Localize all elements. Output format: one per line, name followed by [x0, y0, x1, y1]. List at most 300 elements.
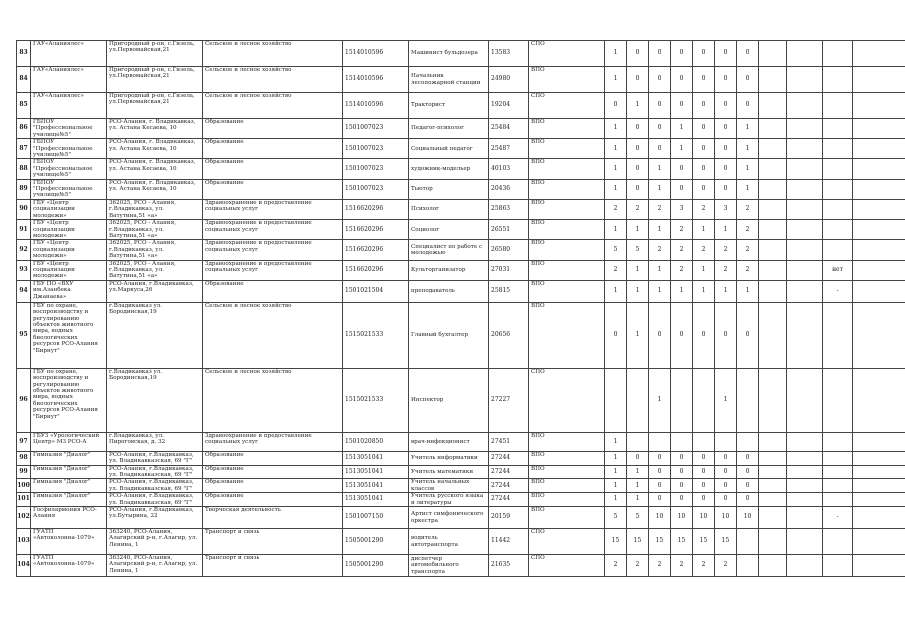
empty-cell: [853, 493, 905, 507]
empty-cell: [759, 465, 787, 479]
org-code-cell: 1513051041: [343, 493, 409, 507]
education-level-cell: ВПО: [529, 479, 605, 493]
position-cell: врач-инфекционист: [409, 432, 489, 451]
note-cell: [823, 67, 853, 93]
address-cell: 362025, РСО - Алания, г.Владикавказ, ул. Ватутина,51 «а»: [107, 240, 203, 260]
note-cell: [823, 179, 853, 199]
demand-value-cell: 1: [605, 280, 627, 302]
empty-cell: [853, 199, 905, 219]
education-level-cell: СПО: [529, 93, 605, 119]
demand-value-cell: 2: [671, 555, 693, 577]
organization-cell: ГБПОУ "Профессиональное училище№5": [31, 139, 107, 159]
empty-cell: [787, 493, 823, 507]
row-number-cell: 98: [17, 451, 31, 465]
empty-cell: [759, 67, 787, 93]
table-row: [17, 119, 905, 139]
sector-cell: Здравоохранение и предоставление социальных услуг: [203, 260, 343, 280]
demand-value-cell: 15: [693, 529, 715, 555]
profession-code-cell: 19204: [489, 93, 529, 119]
organization-cell: ГБУ «Центр социализации молодежи»: [31, 220, 107, 240]
table-row: [17, 451, 905, 465]
demand-value-cell: 1: [715, 220, 737, 240]
demand-value-cell: 0: [671, 493, 693, 507]
demand-value-cell: 0: [671, 41, 693, 67]
demand-value-cell: 1: [671, 139, 693, 159]
demand-value-cell: 0: [671, 451, 693, 465]
demand-value-cell: 5: [605, 507, 627, 529]
demand-value-cell: 0: [715, 465, 737, 479]
empty-cell: [787, 240, 823, 260]
empty-cell: [853, 41, 905, 67]
organization-cell: ГУАТП «Автоколонна-1079»: [31, 529, 107, 555]
demand-value-cell: 3: [671, 199, 693, 219]
demand-value-cell: 1: [649, 220, 671, 240]
table-row: [17, 159, 905, 179]
demand-value-cell: 1: [671, 119, 693, 139]
table-row: [17, 41, 905, 67]
demand-value-cell: 0: [671, 179, 693, 199]
demand-value-cell: 0: [693, 93, 715, 119]
demand-value-cell: 0: [715, 493, 737, 507]
demand-value-cell: 1: [605, 465, 627, 479]
demand-value-cell: 2: [737, 220, 759, 240]
position-cell: художник-модельер: [409, 159, 489, 179]
empty-cell: [759, 199, 787, 219]
position-cell: Социолог: [409, 220, 489, 240]
education-level-cell: ВПО: [529, 139, 605, 159]
org-code-cell: 1516620296: [343, 240, 409, 260]
empty-cell: [787, 432, 823, 451]
table-row: [17, 368, 905, 432]
note-cell: [823, 465, 853, 479]
demand-value-cell: 0: [627, 139, 649, 159]
empty-cell: [787, 555, 823, 577]
demand-value-cell: [715, 432, 737, 451]
demand-value-cell: [693, 432, 715, 451]
demand-value-cell: 10: [715, 507, 737, 529]
demand-value-cell: 0: [737, 67, 759, 93]
empty-cell: [787, 302, 823, 368]
demand-value-cell: [737, 555, 759, 577]
position-cell: Социальный педагог: [409, 139, 489, 159]
education-level-cell: ВПО: [529, 119, 605, 139]
row-number-cell: 97: [17, 432, 31, 451]
education-level-cell: ВПО: [529, 451, 605, 465]
address-cell: г.Владикавказ ул. Бородинская,19: [107, 302, 203, 368]
position-cell: Специалист по работе с молодежью: [409, 240, 489, 260]
sector-cell: Образование: [203, 465, 343, 479]
demand-value-cell: 15: [649, 529, 671, 555]
demand-value-cell: 0: [671, 465, 693, 479]
demand-value-cell: 0: [649, 93, 671, 119]
demand-value-cell: 0: [627, 159, 649, 179]
demand-value-cell: 1: [627, 493, 649, 507]
demand-value-cell: 0: [737, 479, 759, 493]
empty-cell: [787, 529, 823, 555]
sector-cell: Сельское и лесное хозяйство: [203, 302, 343, 368]
education-level-cell: ВПО: [529, 159, 605, 179]
address-cell: РСО-Алания, г.Владикавказ, ул.Бутырина, 22: [107, 507, 203, 529]
empty-cell: [853, 507, 905, 529]
note-cell: [823, 432, 853, 451]
position-cell: Начальник лесопожарной станции: [409, 67, 489, 93]
demand-value-cell: 1: [627, 93, 649, 119]
demand-value-cell: 2: [715, 260, 737, 280]
demand-value-cell: 0: [671, 93, 693, 119]
profession-code-cell: 25484: [489, 119, 529, 139]
demand-value-cell: 2: [605, 260, 627, 280]
demand-value-cell: 2: [627, 555, 649, 577]
demand-value-cell: 1: [649, 368, 671, 432]
org-code-cell: 1515021533: [343, 368, 409, 432]
org-code-cell: 1501007023: [343, 139, 409, 159]
table-row: [17, 432, 905, 451]
demand-value-cell: 0: [627, 451, 649, 465]
empty-cell: [787, 93, 823, 119]
empty-cell: [759, 119, 787, 139]
sector-cell: Сельское и лесное хозяйство: [203, 67, 343, 93]
sector-cell: Сельское и лесное хозяйство: [203, 368, 343, 432]
organization-cell: ГБУ «Центр социализации молодежи»: [31, 260, 107, 280]
empty-cell: [787, 67, 823, 93]
demand-value-cell: 2: [605, 199, 627, 219]
sector-cell: Транспорт и связь: [203, 529, 343, 555]
empty-cell: [759, 280, 787, 302]
demand-value-cell: [693, 368, 715, 432]
demand-value-cell: 0: [649, 139, 671, 159]
org-code-cell: 1513051041: [343, 479, 409, 493]
address-cell: РСО-Алания, г. Владикавказ, ул. Астана Кесаева, 10: [107, 119, 203, 139]
empty-cell: [853, 280, 905, 302]
sector-cell: Здравоохранение и предоставление социальных услуг: [203, 432, 343, 451]
position-cell: Культорганизатор: [409, 260, 489, 280]
organization-cell: ГБУЗ «Урологический Центр» МЗ РСО-А: [31, 432, 107, 451]
demand-value-cell: 2: [671, 260, 693, 280]
demand-value-cell: 2: [715, 555, 737, 577]
empty-cell: [759, 493, 787, 507]
empty-cell: [759, 179, 787, 199]
empty-cell: [759, 368, 787, 432]
address-cell: РСО-Алания, г. Владикавказ, ул. Астана Кесаева, 10: [107, 179, 203, 199]
address-cell: Пригородный р-он, с.Гизель, ул.Первомайская,21: [107, 41, 203, 67]
demand-value-cell: 0: [693, 139, 715, 159]
demand-value-cell: [649, 432, 671, 451]
demand-value-cell: 0: [627, 179, 649, 199]
address-cell: РСО-Алания, г.Владикавказ, ул.Маркуса,26: [107, 280, 203, 302]
empty-cell: [759, 302, 787, 368]
empty-cell: [787, 119, 823, 139]
organization-cell: Гимназия "Диалог": [31, 493, 107, 507]
position-cell: Артист симфонического оркестра: [409, 507, 489, 529]
demand-value-cell: 2: [649, 199, 671, 219]
position-cell: Учитель информатики: [409, 451, 489, 465]
empty-cell: [759, 479, 787, 493]
row-number-cell: 102: [17, 507, 31, 529]
demand-value-cell: 1: [605, 159, 627, 179]
demand-value-cell: 10: [671, 507, 693, 529]
org-code-cell: 1505001290: [343, 529, 409, 555]
profession-code-cell: 40103: [489, 159, 529, 179]
row-number-cell: 90: [17, 199, 31, 219]
education-level-cell: СПО: [529, 41, 605, 67]
org-code-cell: 1514010596: [343, 41, 409, 67]
organization-cell: Госфилармония РСО-Алания: [31, 507, 107, 529]
empty-cell: [759, 139, 787, 159]
table-row: [17, 507, 905, 529]
sector-cell: Здравоохранение и предоставление социальных услуг: [203, 199, 343, 219]
sector-cell: Сельское и лесное хозяйство: [203, 93, 343, 119]
education-level-cell: ВПО: [529, 432, 605, 451]
demand-value-cell: 1: [693, 280, 715, 302]
empty-cell: [759, 41, 787, 67]
sector-cell: Образование: [203, 179, 343, 199]
empty-cell: [853, 432, 905, 451]
demand-value-cell: 2: [605, 555, 627, 577]
empty-cell: [853, 368, 905, 432]
position-cell: преподаватель: [409, 280, 489, 302]
demand-value-cell: 0: [715, 451, 737, 465]
demand-value-cell: [737, 529, 759, 555]
empty-cell: [853, 555, 905, 577]
organization-cell: Гимназия "Диалог": [31, 479, 107, 493]
empty-cell: [853, 451, 905, 465]
empty-cell: [787, 179, 823, 199]
note-cell: [823, 220, 853, 240]
sector-cell: Образование: [203, 119, 343, 139]
profession-code-cell: 21635: [489, 555, 529, 577]
empty-cell: [853, 260, 905, 280]
demand-value-cell: 10: [649, 507, 671, 529]
demand-value-cell: 5: [605, 240, 627, 260]
row-number-cell: 104: [17, 555, 31, 577]
demand-value-cell: 0: [693, 159, 715, 179]
organization-cell: ГБПОУ "Профессиональное училище№5": [31, 119, 107, 139]
organization-cell: ГУАТП «Автоколонна-1079»: [31, 555, 107, 577]
position-cell: Учитель начальных классов: [409, 479, 489, 493]
address-cell: г.Владикавказ ул. Бородинская,19: [107, 368, 203, 432]
profession-code-cell: 25815: [489, 280, 529, 302]
education-level-cell: ВПО: [529, 465, 605, 479]
org-code-cell: 1516620296: [343, 220, 409, 240]
org-code-cell: 1513051041: [343, 451, 409, 465]
profession-code-cell: 25487: [489, 139, 529, 159]
organization-cell: Гимназия "Диалог": [31, 465, 107, 479]
demand-value-cell: 2: [693, 199, 715, 219]
demand-value-cell: 1: [737, 179, 759, 199]
empty-cell: [759, 240, 787, 260]
position-cell: Учитель математики: [409, 465, 489, 479]
address-cell: 362025, РСО - Алания, г.Владикавказ, ул. Ватутина,51 «а»: [107, 220, 203, 240]
demand-value-cell: 1: [605, 432, 627, 451]
demand-value-cell: [737, 432, 759, 451]
demand-value-cell: 0: [627, 41, 649, 67]
row-number-cell: 95: [17, 302, 31, 368]
demand-value-cell: 0: [737, 93, 759, 119]
demand-value-cell: 15: [671, 529, 693, 555]
demand-value-cell: 0: [737, 451, 759, 465]
education-level-cell: ВПО: [529, 280, 605, 302]
note-cell: -: [823, 507, 853, 529]
demand-value-cell: 0: [649, 302, 671, 368]
education-level-cell: ВПО: [529, 67, 605, 93]
position-cell: водитель автотранспорта: [409, 529, 489, 555]
sector-cell: Здравоохранение и предоставление социальных услуг: [203, 220, 343, 240]
demand-value-cell: 1: [605, 41, 627, 67]
row-number-cell: 94: [17, 280, 31, 302]
organization-cell: ГБУ «Центр социализации молодежи»: [31, 199, 107, 219]
profession-code-cell: 26580: [489, 240, 529, 260]
empty-cell: [853, 139, 905, 159]
demand-value-cell: 2: [627, 199, 649, 219]
demand-value-cell: 0: [627, 119, 649, 139]
demand-value-cell: 1: [737, 139, 759, 159]
demand-value-cell: 0: [715, 139, 737, 159]
note-cell: [823, 139, 853, 159]
empty-cell: [787, 260, 823, 280]
demand-value-cell: 1: [605, 220, 627, 240]
position-cell: Психолог: [409, 199, 489, 219]
demand-value-cell: 2: [671, 220, 693, 240]
demand-value-cell: 1: [737, 159, 759, 179]
demand-value-cell: 10: [737, 507, 759, 529]
organization-cell: ГБУ по охране, воспроизводству и регулированию объектов животного мира, водных биологических ресурсов РСО-Алания "Бирнут": [31, 302, 107, 368]
organization-cell: ГБПОУ "Профессиональное училище№5": [31, 179, 107, 199]
profession-code-cell: 27451: [489, 432, 529, 451]
demand-value-cell: 0: [693, 302, 715, 368]
sector-cell: Здравоохранение и предоставление социальных услуг: [203, 240, 343, 260]
demand-value-cell: 0: [671, 302, 693, 368]
empty-cell: [853, 93, 905, 119]
demand-value-cell: 0: [671, 479, 693, 493]
empty-cell: [759, 159, 787, 179]
note-cell: [823, 451, 853, 465]
profession-code-cell: 24980: [489, 67, 529, 93]
empty-cell: [787, 220, 823, 240]
row-number-cell: 100: [17, 479, 31, 493]
demand-value-cell: 0: [627, 67, 649, 93]
note-cell: [823, 493, 853, 507]
empty-cell: [853, 302, 905, 368]
demand-value-cell: 5: [627, 240, 649, 260]
profession-code-cell: 20656: [489, 302, 529, 368]
demand-value-cell: 2: [693, 555, 715, 577]
address-cell: РСО-Алания, г. Владикавказ, ул. Астана Кесаева, 10: [107, 139, 203, 159]
demand-value-cell: 0: [693, 67, 715, 93]
address-cell: 362025, РСО - Алания, г.Владикавказ, ул. Ватутина,51 «а»: [107, 199, 203, 219]
table-row: [17, 139, 905, 159]
education-level-cell: СПО: [529, 368, 605, 432]
demand-value-cell: 0: [715, 179, 737, 199]
note-cell: [823, 555, 853, 577]
note-cell: -: [823, 280, 853, 302]
row-number-cell: 96: [17, 368, 31, 432]
demand-value-cell: 0: [649, 479, 671, 493]
organization-cell: ГАУ«Аланиялес»: [31, 93, 107, 119]
demand-value-cell: 2: [737, 199, 759, 219]
address-cell: РСО-Алания, г.Владикавказ, ул. Владикавказская, 69 "Г": [107, 479, 203, 493]
empty-cell: [787, 479, 823, 493]
education-level-cell: ВПО: [529, 507, 605, 529]
demand-value-cell: 0: [605, 93, 627, 119]
demand-value-cell: 1: [715, 280, 737, 302]
sector-cell: Образование: [203, 451, 343, 465]
empty-cell: [853, 465, 905, 479]
empty-cell: [759, 529, 787, 555]
row-number-cell: 93: [17, 260, 31, 280]
demand-value-cell: 1: [627, 280, 649, 302]
demand-value-cell: 0: [715, 67, 737, 93]
demand-value-cell: 0: [693, 451, 715, 465]
education-level-cell: ВПО: [529, 199, 605, 219]
org-code-cell: 1516620296: [343, 260, 409, 280]
demand-value-cell: 2: [671, 240, 693, 260]
org-code-cell: 1501007150: [343, 507, 409, 529]
demand-value-cell: 1: [649, 280, 671, 302]
demand-value-cell: 2: [737, 240, 759, 260]
demand-value-cell: 1: [627, 302, 649, 368]
position-cell: Педагог-психолог: [409, 119, 489, 139]
position-cell: Машинист бульдозера: [409, 41, 489, 67]
demand-value-cell: 1: [693, 260, 715, 280]
org-code-cell: 1501020850: [343, 432, 409, 451]
demand-value-cell: 0: [649, 451, 671, 465]
row-number-cell: 91: [17, 220, 31, 240]
empty-cell: [787, 280, 823, 302]
position-cell: Инспектор: [409, 368, 489, 432]
demand-value-cell: 0: [715, 479, 737, 493]
organization-cell: ГБУ по охране, воспроизводству и регулированию объектов животного мира, водных биологических ресурсов РСО-Алания "Бирнут": [31, 368, 107, 432]
row-number-cell: 85: [17, 93, 31, 119]
demand-value-cell: 2: [693, 240, 715, 260]
demand-value-cell: 1: [693, 220, 715, 240]
demand-value-cell: 1: [605, 119, 627, 139]
demand-value-cell: 2: [649, 240, 671, 260]
table-row: [17, 465, 905, 479]
demand-value-cell: 0: [671, 159, 693, 179]
empty-cell: [853, 240, 905, 260]
table-row: [17, 93, 905, 119]
address-cell: РСО-Алания, г.Владикавказ, ул. Владикавказская, 69 "Г": [107, 465, 203, 479]
demand-value-cell: 2: [649, 555, 671, 577]
sector-cell: Творческая деятельность: [203, 507, 343, 529]
profession-code-cell: 13583: [489, 41, 529, 67]
profession-code-cell: 27244: [489, 493, 529, 507]
demand-value-cell: 0: [715, 159, 737, 179]
vacancy-table-page: [16, 40, 888, 612]
demand-value-cell: 1: [605, 179, 627, 199]
demand-value-cell: 1: [605, 451, 627, 465]
row-number-cell: 86: [17, 119, 31, 139]
demand-value-cell: 1: [605, 67, 627, 93]
profession-code-cell: 27244: [489, 479, 529, 493]
demand-value-cell: 1: [649, 260, 671, 280]
profession-code-cell: 11442: [489, 529, 529, 555]
demand-value-cell: 0: [737, 493, 759, 507]
demand-value-cell: 0: [715, 93, 737, 119]
demand-value-cell: 2: [715, 240, 737, 260]
address-cell: г.Владикавказ, ул. Пироговская, д. 32: [107, 432, 203, 451]
empty-cell: [853, 220, 905, 240]
organization-cell: ГАУ«Аланиялес»: [31, 41, 107, 67]
education-level-cell: ВПО: [529, 240, 605, 260]
education-level-cell: ВПО: [529, 302, 605, 368]
table-body: [17, 41, 905, 577]
demand-value-cell: 0: [649, 67, 671, 93]
org-code-cell: 1501007023: [343, 159, 409, 179]
profession-code-cell: 25863: [489, 199, 529, 219]
empty-cell: [759, 220, 787, 240]
org-code-cell: 1514010596: [343, 67, 409, 93]
